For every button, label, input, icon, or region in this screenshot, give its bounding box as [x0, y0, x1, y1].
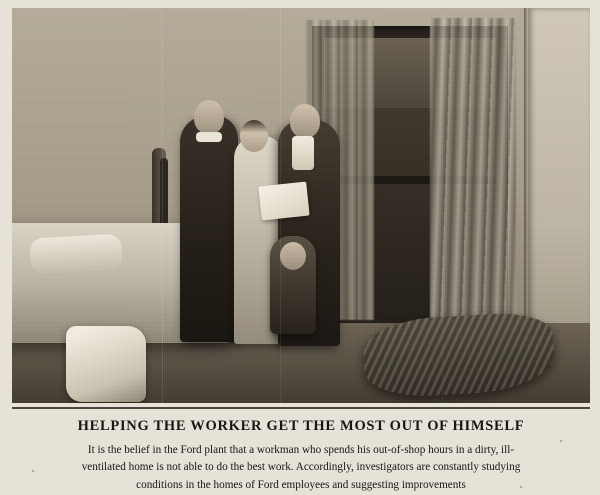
caption-divider-rule: [12, 407, 590, 409]
paper-speck: [32, 470, 34, 472]
ford-home-visit-photograph: [12, 8, 590, 403]
caption-line: conditions in the homes of Ford employees and suggesting improvements: [136, 478, 466, 491]
paper-speck: [560, 440, 562, 442]
room-side-wall: [528, 8, 590, 368]
paper-speck: [520, 486, 522, 488]
paper-document: [258, 182, 309, 221]
caption-body: [12, 442, 590, 494]
film-scratch: [442, 8, 443, 403]
man-in-dark-suit-collar: [196, 132, 222, 142]
man-holding-paper-shirt: [292, 136, 314, 170]
caption-line: It is the belief in the Ford plant that a workman who spends his out-of-shop hours in a dirty, ill-: [87, 444, 515, 456]
photograph-frame: [12, 8, 590, 403]
man-holding-paper-head: [290, 104, 320, 138]
film-scratch: [162, 8, 163, 403]
bedside-cloth: [66, 326, 146, 402]
caption-block: [12, 412, 590, 494]
seated-child-head: [280, 242, 306, 270]
man-in-dark-suit: [180, 116, 238, 342]
pillow: [29, 234, 123, 275]
wall-corner-edge: [524, 8, 528, 368]
caption-line: ventilated home is not able to do the best work. Accordingly, investigators are constantly studying: [81, 461, 521, 474]
film-scratch: [280, 8, 281, 403]
caption-title: HELPING THE WORKER GET THE MOST OUT OF HIMSELF: [77, 418, 525, 434]
woman-head: [240, 120, 268, 152]
man-in-dark-suit-head: [194, 100, 224, 134]
